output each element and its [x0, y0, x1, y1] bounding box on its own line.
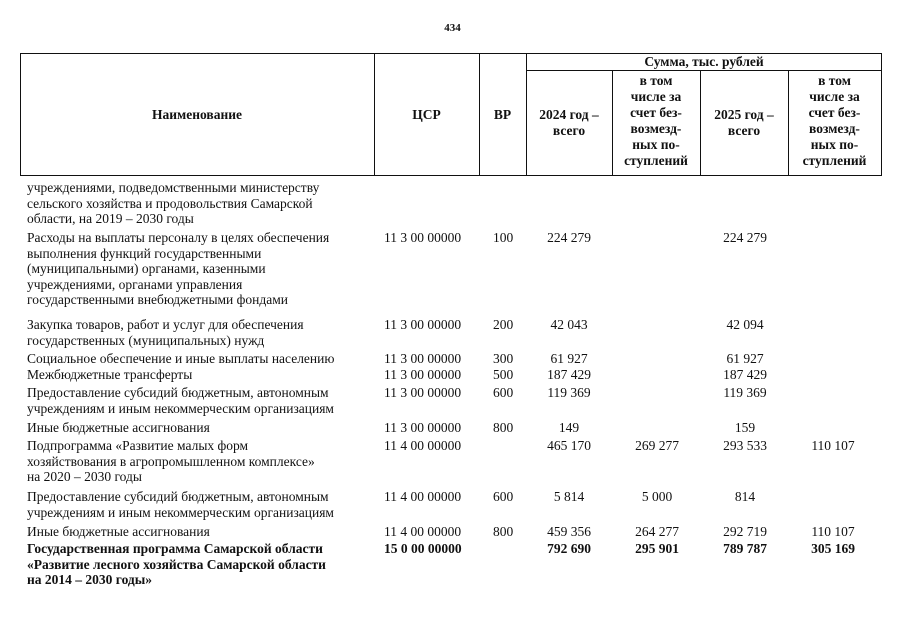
row-2024-total: 465 170	[547, 438, 591, 453]
row-vr: 800	[493, 524, 514, 539]
row-csr: 11 3 00 00000	[384, 317, 462, 332]
row-2024-total: 792 690	[547, 541, 591, 556]
row-name: Закупка товаров, работ и услуг для обеспечения государственных (муниципальных) нужд	[27, 317, 304, 348]
row-2025-free: 110 107	[811, 524, 855, 539]
row-name-program-total: Государственная программа Самарской области «Развитие лесного хозяйства Самарской области на 2014 – 2030 годы»	[27, 541, 326, 587]
header-bottom-border	[20, 175, 882, 176]
table-header	[20, 53, 882, 176]
header-csr: ЦСР	[412, 107, 441, 122]
row-vr: 300	[493, 351, 514, 366]
row-2025-total: 61 927	[726, 351, 764, 366]
sum-title-border	[526, 70, 882, 71]
row-name: Расходы на выплаты персоналу в целях обеспечения выполнения функций государственными (муниципальными) органами, казенными учреждениями, органами управления государственными внебюджетными фондами	[27, 230, 330, 307]
header-vr: ВР	[493, 107, 512, 122]
header-2025-free: в том числе за счет без- возмезд- ных по- ступлений	[802, 73, 867, 168]
row-csr: 11 3 00 00000	[384, 385, 462, 400]
row-vr: 600	[493, 385, 514, 400]
row-2024-free: 264 277	[635, 524, 679, 539]
row-2025-total: 789 787	[723, 541, 767, 556]
row-vr: 200	[493, 317, 514, 332]
row-csr: 11 3 00 00000	[384, 351, 462, 366]
row-2024-total: 187 429	[547, 367, 591, 382]
row-2025-free: 305 169	[811, 541, 855, 556]
row-2025-total: 292 719	[723, 524, 767, 539]
row-csr: 11 3 00 00000	[384, 230, 462, 245]
row-2025-total: 119 369	[723, 385, 767, 400]
row-csr: 11 4 00 00000	[384, 524, 462, 539]
row-csr: 11 3 00 00000	[384, 367, 462, 382]
row-2024-total: 224 279	[547, 230, 591, 245]
row-2025-total: 187 429	[723, 367, 767, 382]
row-vr: 600	[493, 489, 514, 504]
header-2025-total: 2025 год – всего	[714, 107, 774, 138]
row-2024-total: 149	[558, 420, 580, 435]
row-2025-total: 814	[734, 489, 756, 504]
row-csr: 11 3 00 00000	[384, 420, 462, 435]
page-number: 434	[444, 22, 461, 34]
row-2025-total: 224 279	[723, 230, 767, 245]
row-csr: 15 0 00 00000	[384, 541, 462, 556]
row-2025-total: 42 094	[726, 317, 764, 332]
header-2024-free: в том числе за счет без- возмезд- ных по- ступлений	[624, 73, 688, 168]
row-name: учреждениями, подведомственными министерству сельского хозяйства и продовольствия Самарской области, на 2019 – 2030 годы	[27, 180, 320, 226]
row-2024-total: 5 814	[553, 489, 585, 504]
row-name: Межбюджетные трансферты	[27, 367, 193, 382]
row-name: Подпрограмма «Развитие малых форм хозяйствования в агропромышленном комплексе» на 2020 – 2030 годы	[27, 438, 315, 484]
row-csr: 11 4 00 00000	[384, 489, 462, 504]
row-2025-total: 293 533	[723, 438, 767, 453]
row-2024-total: 61 927	[550, 351, 588, 366]
header-name: Наименование	[152, 107, 242, 122]
row-vr: 800	[493, 420, 514, 435]
row-2024-free: 295 901	[635, 541, 679, 556]
row-vr: 500	[493, 367, 514, 382]
row-name: Социальное обеспечение и иные выплаты населению	[27, 351, 335, 366]
row-2024-total: 42 043	[550, 317, 588, 332]
row-name: Иные бюджетные ассигнования	[27, 524, 210, 539]
header-divider	[881, 53, 882, 176]
row-name: Иные бюджетные ассигнования	[27, 420, 210, 435]
row-csr: 11 4 00 00000	[384, 438, 462, 453]
row-2025-free: 110 107	[811, 438, 855, 453]
row-name: Предоставление субсидий бюджетным, автономным учреждениям и иным некоммерческим организациям	[27, 385, 334, 416]
row-2024-total: 119 369	[547, 385, 591, 400]
row-name: Предоставление субсидий бюджетным, автономным учреждениям и иным некоммерческим организациям	[27, 489, 334, 520]
row-2024-free: 269 277	[635, 438, 679, 453]
row-2025-total: 159	[734, 420, 756, 435]
row-2024-total: 459 356	[547, 524, 591, 539]
row-2024-free: 5 000	[641, 489, 673, 504]
row-vr: 100	[493, 230, 514, 245]
header-2024-total: 2024 год – всего	[539, 107, 599, 138]
header-sum-title: Сумма, тыс. рублей	[644, 54, 764, 69]
